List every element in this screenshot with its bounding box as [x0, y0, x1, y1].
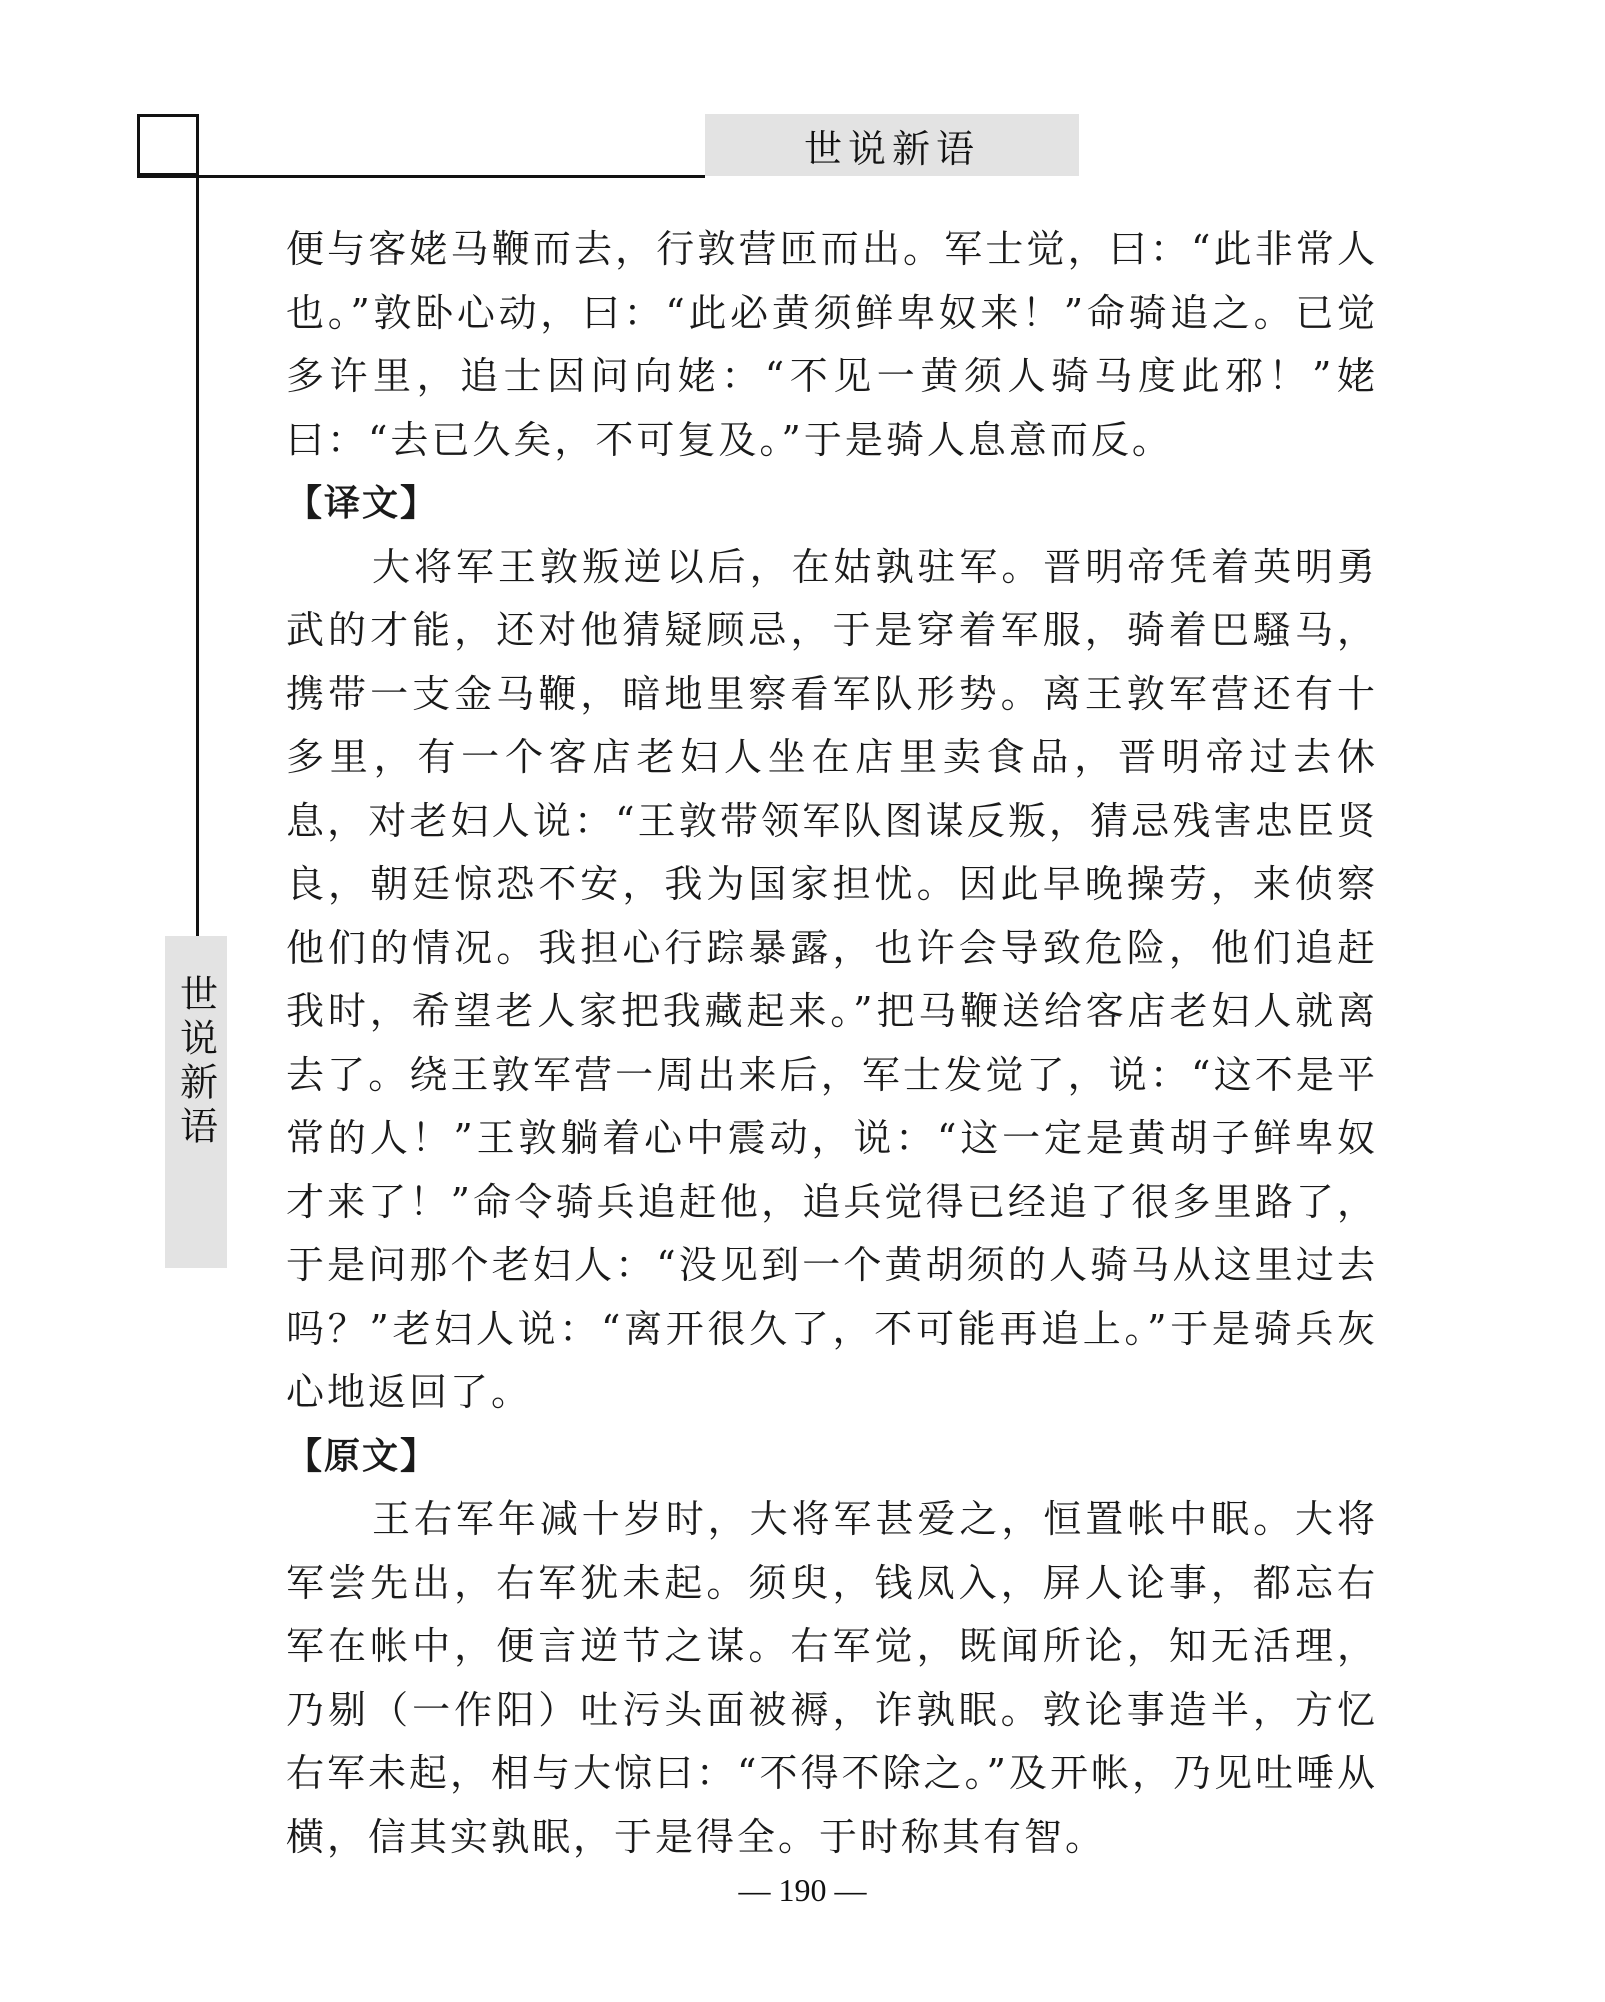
side-tab	[165, 936, 227, 1268]
running-header-title: 世说新语	[705, 114, 1079, 176]
translation-paragraph: 大将军王敦叛逆以后，在姑孰驻军。晋明帝凭着英明勇武的才能，还对他猜疑顾忌，于是穿着军服，骑着巴騷马，携带一支金马鞭，暗地里察看军队形势。离王敦军营还有十多里，有一个客店老妇人坐在店里卖食品，晋明帝过去休息，对老妇人说：“王敦带领军队图谋反叛，猜忌残害忠臣贤良，朝廷惊恐不安，我为国家担忧。因此早晚操劳，来侦察他们的情况。我担心行踪暴露，也许会导致危险，他们追赶我时，希望老人家把我藏起来。”把马鞭送给客店老妇人就离去了。绕王敦军营一周出来后，军士发觉了，说：“这不是平常的人！”王敦躺着心中震动，说：“这一定是黄胡子鲜卑奴才来了！”命令骑兵追赶他，追兵觉得已经追了很多里路了，于是问那个老妇人：“没见到一个黄胡须的人骑马从这里过去吗？”老妇人说：“离开很久了，不可能再追上。”于是骑兵灰心地返回了。	[286, 544, 1378, 1414]
translation-heading: 【译文】	[286, 483, 439, 524]
page-number: — 190 —	[738, 1872, 867, 1908]
side-tab-label: 世说新语	[173, 974, 218, 1150]
page-body	[286, 218, 1378, 1869]
original-paragraph: 王右军年减十岁时，大将军甚爱之，恒置帐中眠。大将军尝先出，右军犹未起。须臾，钱凤入，屏人论事，都忘右军在帐中，便言逆节之谋。右军觉，既闻所论，知无活理，乃剔（一作阳）吐污头面被褥，诈孰眠。敦论事造半，方忆右军未起，相与大惊曰：“不得不除之。”及开帐，乃见吐唾从横，信其实孰眠，于是得全。于时称其有智。	[286, 1497, 1378, 1859]
margin-rule	[196, 176, 199, 936]
continued-paragraph: 便与客姥马鞭而去，行敦营匝而出。军士觉，曰：“此非常人也。”敦卧心动，曰：“此必黄须鲜卑奴来！”命骑追之。已觉多许里，追士因问向姥：“不见一黄须人骑马度此邪！”姥曰：“去已久矣，不可复及。”于是骑人息意而反。	[286, 227, 1378, 462]
header-rule	[137, 175, 705, 178]
original-heading: 【原文】	[286, 1435, 439, 1477]
header-corner-box	[137, 114, 199, 176]
